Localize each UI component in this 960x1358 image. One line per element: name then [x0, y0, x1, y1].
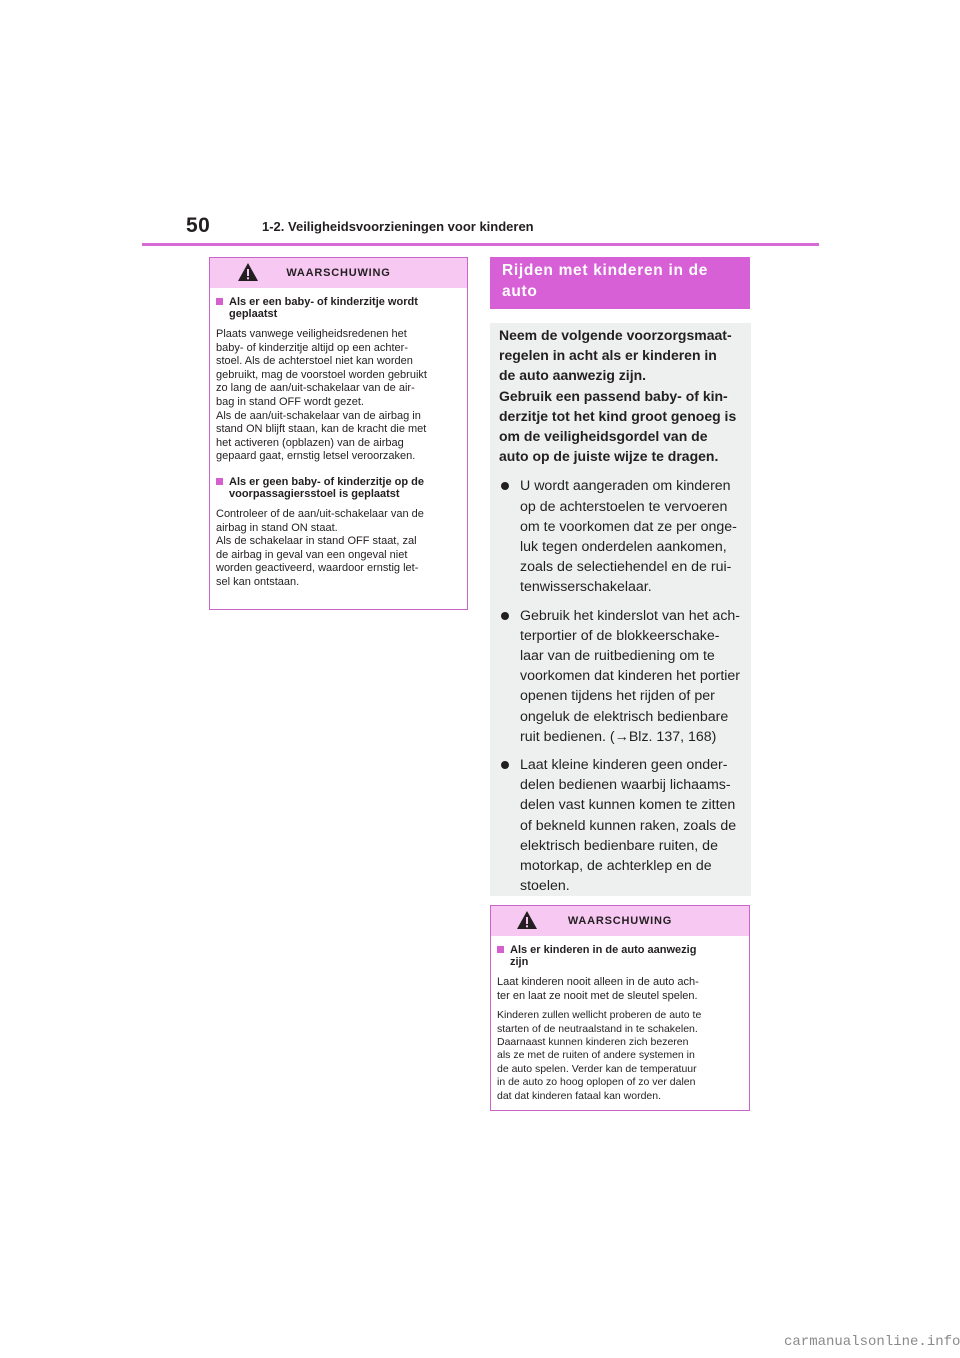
warning-heading-text: Als er een baby- of kinderzitje wordt geplaatst	[229, 296, 418, 320]
warning-box-airbag	[209, 257, 468, 610]
bullet-dot-icon	[501, 761, 509, 769]
warning-box-children	[490, 905, 750, 1111]
warning-bar	[210, 258, 467, 288]
section-title: 1-2. Veiligheidsvoorzieningen voor kinderen	[262, 219, 534, 234]
header-rule	[142, 243, 819, 246]
warning-heading	[216, 476, 461, 500]
list-item-text: Gebruik het kinderslot van het ach- terportier of de blokkeerschake- laar van de ruitbediening om te voorkomen dat kinderen het portier openen tijdens het rijden of per ongeluk de elektrisch bedienbare ruit bedienen. (→Blz. 137, 168)	[520, 607, 741, 745]
warning-text: Controleer of de aan/uit-schakelaar van de airbag in stand ON staat. Als de schakelaar in stand OFF staat, zal de airbag in geval van een ongeval niet worden geactiveerd, waardoor ernstig let- sel kan ontstaan.	[216, 507, 424, 588]
warning-heading	[497, 944, 743, 968]
warning-heading-text: Als er geen baby- of kinderzitje op de voorpassagiersstoel is geplaatst	[229, 475, 424, 500]
bullet-dot-icon	[501, 612, 509, 620]
section-heading-text: Rijden met kinderen in de auto	[502, 262, 709, 300]
warning-bar	[491, 906, 749, 936]
warning-title: WAARSCHUWING	[286, 267, 391, 279]
list-item	[499, 755, 741, 896]
warning-text: Plaats vanwege veiligheidsredenen het baby- of kinderzitje altijd op een achter- stoel. Als de achterstoel niet kan worden gebruikt, mag de voorstoel worden gebruikt zo lang de aan/uit-schakelaar van de air- bag in stand OFF wordt gezet. Als de aan/uit-schakelaar van de airbag in stand ON blijft staan, kan de kracht die met het activeren (opblazen) van de airbag gepaard gaat, ernstig letsel veroorzaken.	[216, 328, 427, 463]
list-item	[499, 606, 741, 747]
section-heading	[490, 257, 750, 309]
warning-triangle-icon	[237, 262, 259, 282]
list-item	[499, 476, 741, 597]
list-item-text: U wordt aangeraden om kinderen op de achterstoelen te vervoeren om te voorkomen dat ze per onge- luk tegen onderdelen aankomen, zoals de selectiehendel en de rui- tenwisserschakelaar.	[520, 478, 737, 596]
pink-square-icon	[216, 298, 223, 305]
pink-square-icon	[497, 946, 504, 953]
warning-triangle-icon	[516, 910, 538, 930]
list-item-text: Laat kleine kinderen geen onder- delen bedienen waarbij lichaams- delen vast kunnen komen te zitten of bekneld kunnen raken, zoals de elektrisch bedienbare ruiten, de motorkap, de achterklep en de stoelen.	[520, 757, 737, 895]
intro-text: Neem de volgende voorzorgsmaat- regelen in acht als er kinderen in de auto aanwezig zijn. Gebruik een passend baby- of kin- derzitje tot het kind groot genoeg is om de veiligheidsgordel van de auto op de juiste wijze te dragen.	[499, 327, 737, 465]
warning-heading-text: Als er kinderen in de auto aanwezig zijn	[510, 944, 697, 968]
content-panel	[490, 323, 751, 896]
warning-text: Laat kinderen nooit alleen in de auto ach- ter en laat ze nooit met de sleutel spelen.	[497, 976, 699, 1002]
footer-site-watermark: carmanualsonline.info	[784, 1334, 960, 1350]
pink-square-icon	[216, 478, 223, 485]
warning-heading	[216, 296, 461, 320]
warning-title: WAARSCHUWING	[567, 915, 673, 927]
page-number: 50	[186, 214, 211, 237]
warning-text: Kinderen zullen wellicht proberen de auto te starten of de neutraalstand in te schakelen. Daarnaast kunnen kinderen zich bezeren als ze met de ruiten of andere systemen in de auto spelen. Verder kan de temperatuur in de auto zo hoog oplopen of zo ver dalen dat dat kinderen fataal kan worden.	[497, 1009, 702, 1102]
bullet-dot-icon	[501, 482, 509, 490]
